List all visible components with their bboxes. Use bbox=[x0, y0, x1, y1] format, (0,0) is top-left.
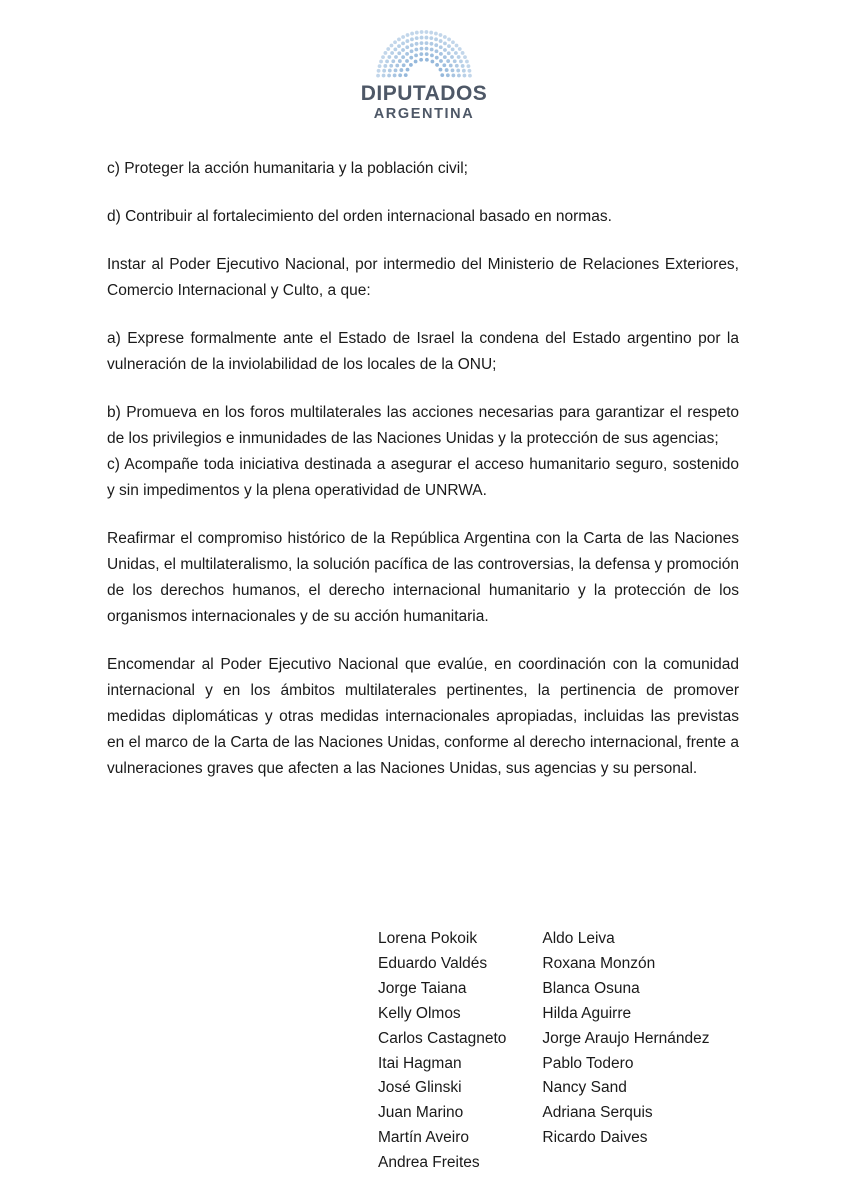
seat-dot bbox=[409, 63, 413, 67]
seat-dot bbox=[384, 51, 388, 55]
seat-dot bbox=[402, 63, 406, 67]
logo-subtitle: ARGENTINA bbox=[373, 106, 475, 122]
paragraph-international-order: d) Contribuir al fortalecimiento del orden internacional basado en normas. bbox=[107, 208, 612, 225]
seat-dot bbox=[415, 42, 419, 46]
seat-dot bbox=[465, 60, 469, 64]
seat-dot bbox=[455, 44, 459, 48]
paragraph-unrwa: c) Acompañe toda iniciativa destinada a asegurar el acceso humanitario seguro, sostenido y sin impedimentos y la plena operatividad de UNRWA. bbox=[107, 456, 739, 499]
seat-dot bbox=[468, 74, 472, 78]
seat-dot bbox=[415, 36, 419, 40]
seat-dot bbox=[457, 55, 461, 59]
seat-dot bbox=[443, 55, 447, 59]
seat-dot bbox=[439, 59, 443, 63]
seat-dot bbox=[389, 64, 393, 68]
seat-dot bbox=[461, 51, 465, 55]
paragraph-condemnation: a) Exprese formalmente ante el Estado de Israel la condena del Estado argentino por la vulneración de la inviolabilidad de los locales de la ONU; bbox=[107, 330, 739, 373]
signer-name: Eduardo Valdés bbox=[378, 954, 488, 972]
seat-dot bbox=[456, 69, 460, 73]
seat-dot bbox=[429, 36, 433, 40]
seat-dot bbox=[404, 73, 408, 77]
seat-dot bbox=[376, 74, 380, 78]
seat-dot bbox=[415, 31, 419, 35]
signer-name: Andrea Freites bbox=[378, 1154, 480, 1172]
seat-dot bbox=[425, 58, 429, 62]
paragraph-entrust: Encomendar al Poder Ejecutivo Nacional que evalúe, en coordinación con la comunidad internacional y en los ámbitos multilaterales pertinentes, la pertinencia de promover medidas diplomáticas y otras medidas internacionales apropiadas, incluidas las previstas en el marco de la Carta de las Naciones Unidas, conforme al derecho internacional, frente a vulneraciones graves que afecten a las Naciones Unidas, sus agencias y su personal. bbox=[107, 656, 739, 777]
seat-dot bbox=[440, 73, 444, 77]
seat-dot bbox=[443, 48, 447, 52]
seat-dot bbox=[410, 32, 414, 36]
seat-dot bbox=[401, 35, 405, 39]
signer-name: Jorge Araujo Hernández bbox=[542, 1029, 710, 1047]
seat-dot bbox=[420, 41, 424, 45]
signer-name: Juan Marino bbox=[378, 1104, 464, 1122]
seat-dot bbox=[419, 58, 423, 62]
chamber-seats-logo-icon bbox=[369, 28, 479, 80]
seat-dot bbox=[449, 64, 453, 68]
seat-dot bbox=[468, 69, 472, 73]
seat-dot bbox=[434, 32, 438, 36]
seat-dot bbox=[429, 31, 433, 35]
signers-column-left bbox=[378, 927, 506, 1176]
signer-name: Hilda Aguirre bbox=[542, 1004, 632, 1022]
signer-name: Carlos Castagneto bbox=[378, 1029, 507, 1047]
seat-dot bbox=[406, 33, 410, 37]
seat-dot bbox=[435, 49, 439, 53]
seat-dot bbox=[401, 41, 405, 45]
signer-name: Nancy Sand bbox=[542, 1079, 627, 1097]
seat-dot bbox=[405, 52, 409, 56]
seat-dot bbox=[382, 69, 386, 73]
seat-dot bbox=[425, 47, 429, 51]
seat-dot bbox=[393, 47, 397, 51]
seat-dot bbox=[410, 49, 414, 53]
seat-dot bbox=[463, 74, 467, 78]
signer-name: Jorge Taiana bbox=[378, 979, 467, 997]
seat-dot bbox=[420, 30, 424, 34]
seat-dot bbox=[447, 38, 451, 42]
signers-column-right bbox=[542, 927, 709, 1176]
seat-dot bbox=[419, 52, 423, 56]
seat-dot bbox=[414, 60, 418, 64]
seat-dot bbox=[454, 51, 458, 55]
seat-dot bbox=[425, 41, 429, 45]
signer-name: Lorena Pokoik bbox=[378, 930, 478, 947]
seat-dot bbox=[405, 39, 409, 43]
seat-dot bbox=[425, 52, 429, 56]
paragraph-multilateral-forums: b) Promueva en los foros multilaterales las acciones necesarias para garantizar el respeto de los privilegios e inmunidades de las Naciones Unidas y la protección de sus agencias; bbox=[107, 404, 739, 447]
signer-name: Adriana Serquis bbox=[542, 1104, 653, 1122]
seat-dot bbox=[447, 51, 451, 55]
seat-dot bbox=[439, 45, 443, 49]
logo-title: DIPUTADOS bbox=[360, 82, 488, 105]
seat-dot bbox=[390, 44, 394, 48]
seat-dot bbox=[434, 37, 438, 41]
signer-name: Roxana Monzón bbox=[542, 954, 656, 972]
signer-name: Itai Hagman bbox=[378, 1054, 462, 1072]
signer-name: Kelly Olmos bbox=[378, 1004, 461, 1022]
seat-dot bbox=[434, 43, 438, 47]
paragraph-reaffirm: Reafirmar el compromiso histórico de la República Argentina con la Carta de las Naciones Unidas, el multilateralismo, la solución pacífica de las controversias, la defensa y promoción de los derechos humanos, el derecho internacional humanitario y la protección de los organismos internacionales y de su acción humanitaria. bbox=[107, 530, 739, 625]
seat-dot bbox=[397, 38, 401, 42]
seat-dot bbox=[458, 47, 462, 51]
seat-dot bbox=[467, 64, 471, 68]
seat-dot bbox=[425, 30, 429, 34]
seat-dot bbox=[394, 68, 398, 72]
seat-dot bbox=[390, 51, 394, 55]
seat-dot bbox=[459, 59, 463, 63]
seat-dot bbox=[397, 51, 401, 55]
seat-dot bbox=[401, 55, 405, 59]
seat-dot bbox=[388, 69, 392, 73]
seat-dot bbox=[451, 40, 455, 44]
header-logo bbox=[0, 28, 848, 123]
seat-dot bbox=[410, 37, 414, 41]
seat-dot bbox=[377, 69, 381, 73]
seat-dot bbox=[451, 47, 455, 51]
seat-dot bbox=[451, 68, 455, 72]
seat-dot bbox=[430, 48, 434, 52]
seat-dot bbox=[383, 64, 387, 68]
seat-dot bbox=[414, 48, 418, 52]
seat-dot bbox=[386, 47, 390, 51]
seat-dot bbox=[420, 47, 424, 51]
signer-name: Martín Aveiro bbox=[378, 1129, 470, 1147]
seat-dot bbox=[462, 69, 466, 73]
signer-name: Ricardo Daives bbox=[542, 1129, 648, 1147]
seat-dot bbox=[443, 35, 447, 39]
seat-dot bbox=[420, 36, 424, 40]
seat-dot bbox=[409, 56, 413, 60]
seat-dot bbox=[385, 59, 389, 63]
seat-dot bbox=[446, 59, 450, 63]
seat-dot bbox=[451, 74, 455, 78]
seat-dot bbox=[394, 55, 398, 59]
document-body bbox=[107, 156, 739, 804]
seat-dot bbox=[395, 64, 399, 68]
seat-dot bbox=[439, 68, 443, 72]
seat-dot bbox=[425, 36, 429, 40]
seat-dot bbox=[401, 48, 405, 52]
signer-name: Aldo Leiva bbox=[542, 930, 615, 947]
signer-name: Pablo Todero bbox=[542, 1054, 634, 1072]
seat-dot bbox=[382, 74, 386, 78]
seat-dot bbox=[387, 55, 391, 59]
seat-dot bbox=[381, 55, 385, 59]
seat-dot bbox=[414, 53, 418, 57]
signer-name: José Glinski bbox=[378, 1079, 462, 1097]
seat-dot bbox=[405, 59, 409, 63]
seat-dot bbox=[457, 74, 461, 78]
seat-dot bbox=[453, 59, 457, 63]
seat-dot bbox=[379, 60, 383, 64]
seat-dot bbox=[455, 64, 459, 68]
seat-dot bbox=[435, 63, 439, 67]
seat-dot bbox=[435, 56, 439, 60]
seat-dot bbox=[393, 40, 397, 44]
seat-dot bbox=[431, 60, 435, 64]
seat-dot bbox=[439, 33, 443, 37]
seat-dot bbox=[439, 39, 443, 43]
paragraph-urge-executive: Instar al Poder Ejecutivo Nacional, por intermedio del Ministerio de Relaciones Exteriores, Comercio Internacional y Culto, a que: bbox=[107, 256, 739, 299]
seat-dot bbox=[463, 55, 467, 59]
seat-dot bbox=[450, 55, 454, 59]
seat-dot bbox=[398, 73, 402, 77]
seat-dot bbox=[393, 74, 397, 78]
signer-name: Blanca Osuna bbox=[542, 979, 640, 997]
seat-dot bbox=[445, 68, 449, 72]
seat-dot bbox=[378, 64, 382, 68]
paragraph-protect-humanitarian: c) Proteger la acción humanitaria y la población civil; bbox=[107, 160, 468, 177]
seat-dot bbox=[391, 59, 395, 63]
signers-list bbox=[378, 927, 710, 1176]
seat-dot bbox=[406, 68, 410, 72]
seat-dot bbox=[442, 63, 446, 67]
seat-dot bbox=[443, 41, 447, 45]
seat-dot bbox=[447, 44, 451, 48]
seat-dot bbox=[410, 43, 414, 47]
seat-dot bbox=[430, 53, 434, 57]
seat-dot bbox=[398, 59, 402, 63]
seat-dot bbox=[399, 68, 403, 72]
seat-dot bbox=[461, 64, 465, 68]
seat-dot bbox=[439, 52, 443, 56]
seat-dot bbox=[446, 73, 450, 77]
seat-dot bbox=[430, 42, 434, 46]
seat-dot bbox=[387, 74, 391, 78]
seat-dot bbox=[397, 44, 401, 48]
seat-dot bbox=[405, 45, 409, 49]
